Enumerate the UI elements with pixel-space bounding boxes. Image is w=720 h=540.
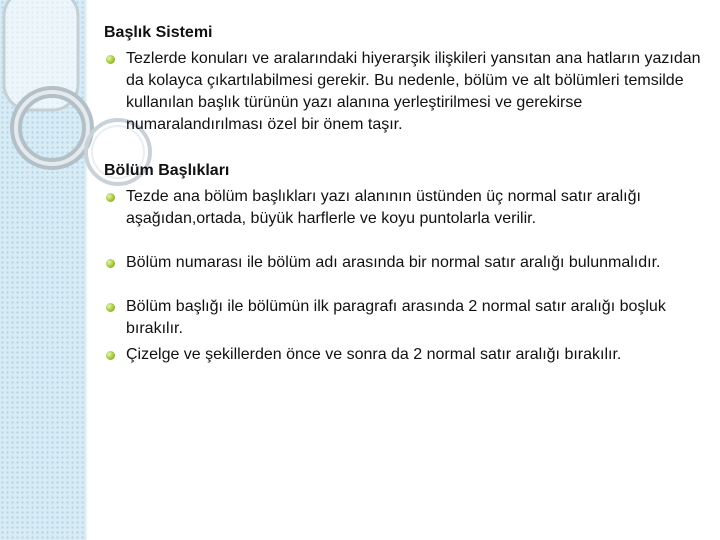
bullet-icon — [106, 259, 115, 268]
bullet-text: Bölüm numarası ile bölüm adı arasında bir normal satır aralığı bulunmalıdır. — [126, 254, 661, 271]
bullet-icon — [106, 193, 115, 202]
bullet-item — [104, 344, 704, 366]
bullet-text: Bölüm başlığı ile bölümün ilk paragrafı arasında 2 normal satır aralığı boşluk bırakılır. — [126, 298, 666, 337]
bullet-list-bolum-basliklari — [104, 186, 704, 366]
bullet-icon — [106, 55, 115, 64]
bullet-item — [104, 296, 704, 340]
bullet-text: Tezlerde konuları ve aralarındaki hiyerarşik ilişkileri yansıtan ana hatların yazıdan da kolayca çıkartılabilmesi gerekir. Bu nedenle, bölüm ve alt bölümleri temsilde kullanılan başlık türünün yazı alanına yerleştirilmesi ve gerekirse numaralandırılması özel bir önem taşır. — [126, 50, 701, 133]
bullet-icon — [106, 303, 115, 312]
bullet-item — [104, 48, 704, 136]
slide-content — [104, 22, 704, 370]
section-heading-baslik-sistemi: Başlık Sistemi — [104, 24, 213, 41]
bullet-item — [104, 252, 704, 274]
bullet-icon — [106, 351, 115, 360]
section-heading-bolum-basliklari: Bölüm Başlıkları — [104, 162, 230, 179]
bullet-text: Çizelge ve şekillerden önce ve sonra da 2 normal satır aralığı bırakılır. — [126, 346, 622, 363]
bullet-list-baslik-sistemi — [104, 48, 704, 136]
bullet-text: Tezde ana bölüm başlıkları yazı alanının üstünden üç normal satır aralığı aşağıdan,ortada, büyük harflerle ve koyu puntolarla verilir. — [126, 188, 641, 227]
bullet-item — [104, 186, 704, 230]
